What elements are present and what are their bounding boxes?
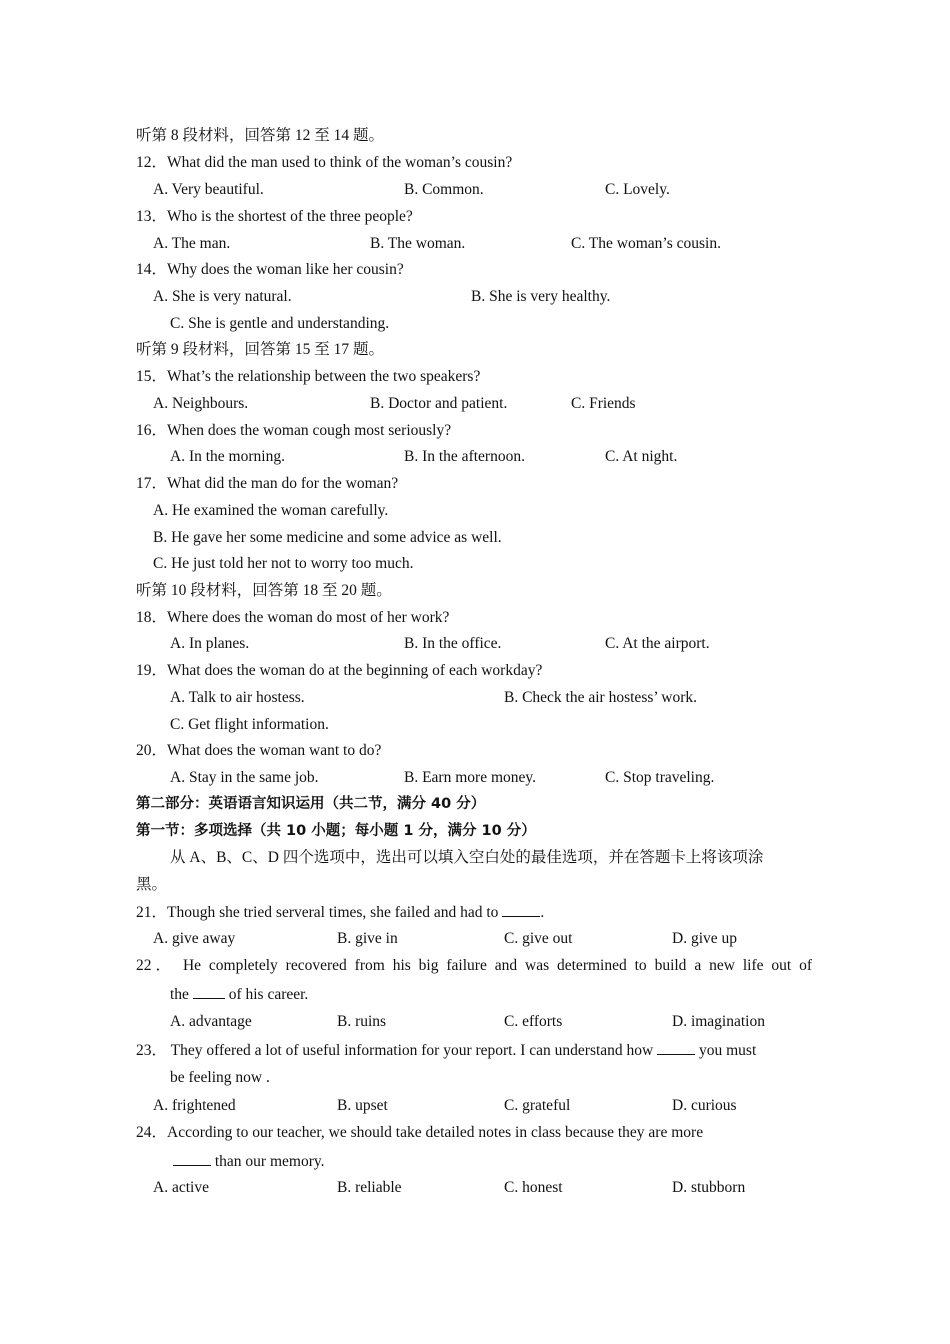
question-19: 19．What does the woman do at the beginning of each workday? <box>136 662 543 679</box>
q24-option-a: A. active <box>153 1179 209 1196</box>
question-12: 12．What did the man used to think of the woman’s cousin? <box>136 154 513 171</box>
q21-text: 21．Though she tried serveral times, she failed and had to <box>136 904 503 921</box>
q17-option-a: A. He examined the woman carefully. <box>153 502 389 519</box>
section-header-10: 听第 10 段材料，回答第 18 至 20 题。 <box>136 582 392 599</box>
q23-text: 23． They offered a lot of useful information for your report. I can understand how <box>136 1042 658 1059</box>
q24-option-d: D. stubborn <box>672 1179 746 1196</box>
q23-end: you must <box>695 1042 757 1059</box>
q23-option-c: C. grateful <box>504 1097 571 1114</box>
q13-option-b: B. The woman. <box>370 235 466 252</box>
q20-option-a: A. Stay in the same job. <box>170 769 319 786</box>
q15-option-a: A. Neighbours. <box>153 395 249 412</box>
q18-option-c: C. At the airport. <box>605 635 710 652</box>
q14-option-a: A. She is very natural. <box>153 288 292 305</box>
q12-option-c: C. Lovely. <box>605 181 670 198</box>
answer-blank <box>502 902 540 917</box>
q23-option-a: A. frightened <box>153 1097 236 1114</box>
q16-option-b: B. In the afternoon. <box>404 448 525 465</box>
question-22-line-1: 22． He completely recovered from his big failure and was determined to build a new life out of <box>136 957 812 974</box>
q22-option-a: A. advantage <box>170 1013 252 1030</box>
q21-option-d: D. give up <box>672 930 738 947</box>
question-16: 16．When does the woman cough most seriously? <box>136 422 452 439</box>
q18-option-a: A. In planes. <box>170 635 250 652</box>
answer-blank <box>193 984 225 999</box>
q23-option-b: B. upset <box>337 1097 388 1114</box>
section-header-9: 听第 9 段材料，回答第 15 至 17 题。 <box>136 341 385 358</box>
question-17: 17．What did the man do for the woman? <box>136 475 399 492</box>
q15-option-c: C. Friends <box>571 395 636 412</box>
question-14: 14．Why does the woman like her cousin? <box>136 261 404 278</box>
q13-option-c: C. The woman’s cousin. <box>571 235 721 252</box>
q14-option-c: C. She is gentle and understanding. <box>170 315 390 332</box>
q13-option-a: A. The man. <box>153 235 231 252</box>
q12-option-b: B. Common. <box>404 181 484 198</box>
question-23-line-2: be feeling now . <box>170 1069 270 1086</box>
q17-option-c: C. He just told her not to worry too much. <box>153 555 414 572</box>
part-2-heading: 第二部分：英语语言知识运用（共二节，满分 40 分） <box>136 796 486 812</box>
q14-option-b: B. She is very healthy. <box>471 288 611 305</box>
q17-option-b: B. He gave her some medicine and some advice as well. <box>153 529 502 546</box>
q24-option-b: B. reliable <box>337 1179 402 1196</box>
question-13: 13．Who is the shortest of the three people? <box>136 208 413 225</box>
q15-option-b: B. Doctor and patient. <box>370 395 508 412</box>
q22-option-d: D. imagination <box>672 1013 765 1030</box>
question-24-line-1: 24．According to our teacher, we should take detailed notes in class because they are more <box>136 1124 704 1141</box>
q16-option-c: C. At night. <box>605 448 678 465</box>
question-23-line-1 <box>136 1040 756 1061</box>
q18-option-b: B. In the office. <box>404 635 502 652</box>
q22-end: of his career. <box>224 986 309 1003</box>
instructions-line-1: 从 A、B、C、D 四个选项中，选出可以填入空白处的最佳选项，并在答题卡上将该项涂 <box>170 849 764 866</box>
q23-option-d: D. curious <box>672 1097 737 1114</box>
question-22-line-2 <box>170 984 308 1005</box>
question-21 <box>136 902 544 923</box>
q22-option-c: C. efforts <box>504 1013 563 1030</box>
section-header-8: 听第 8 段材料，回答第 12 至 14 题。 <box>136 127 385 144</box>
answer-blank <box>173 1151 211 1166</box>
q21-option-b: B. give in <box>337 930 398 947</box>
q24-option-c: C. honest <box>504 1179 563 1196</box>
q19-option-a: A. Talk to air hostess. <box>170 689 305 706</box>
q21-option-a: A. give away <box>153 930 236 947</box>
q20-option-c: C. Stop traveling. <box>605 769 715 786</box>
q24-end: than our memory. <box>211 1153 325 1170</box>
answer-blank <box>657 1040 695 1055</box>
question-18: 18．Where does the woman do most of her work? <box>136 609 450 626</box>
q16-option-a: A. In the morning. <box>170 448 285 465</box>
q19-option-c: C. Get flight information. <box>170 716 329 733</box>
q22-text: the <box>170 986 193 1003</box>
q12-option-a: A. Very beautiful. <box>153 181 264 198</box>
q20-option-b: B. Earn more money. <box>404 769 536 786</box>
question-24-line-2 <box>173 1151 325 1172</box>
q19-option-b: B. Check the air hostess’ work. <box>504 689 697 706</box>
q21-end: . <box>540 904 545 921</box>
section-1-heading: 第一节：多项选择（共 10 小题；每小题 1 分，满分 10 分） <box>136 823 536 839</box>
question-20: 20．What does the woman want to do? <box>136 742 382 759</box>
q21-option-c: C. give out <box>504 930 573 947</box>
q22-option-b: B. ruins <box>337 1013 387 1030</box>
instructions-line-2: 黑。 <box>136 876 168 893</box>
question-15: 15．What’s the relationship between the two speakers? <box>136 368 481 385</box>
